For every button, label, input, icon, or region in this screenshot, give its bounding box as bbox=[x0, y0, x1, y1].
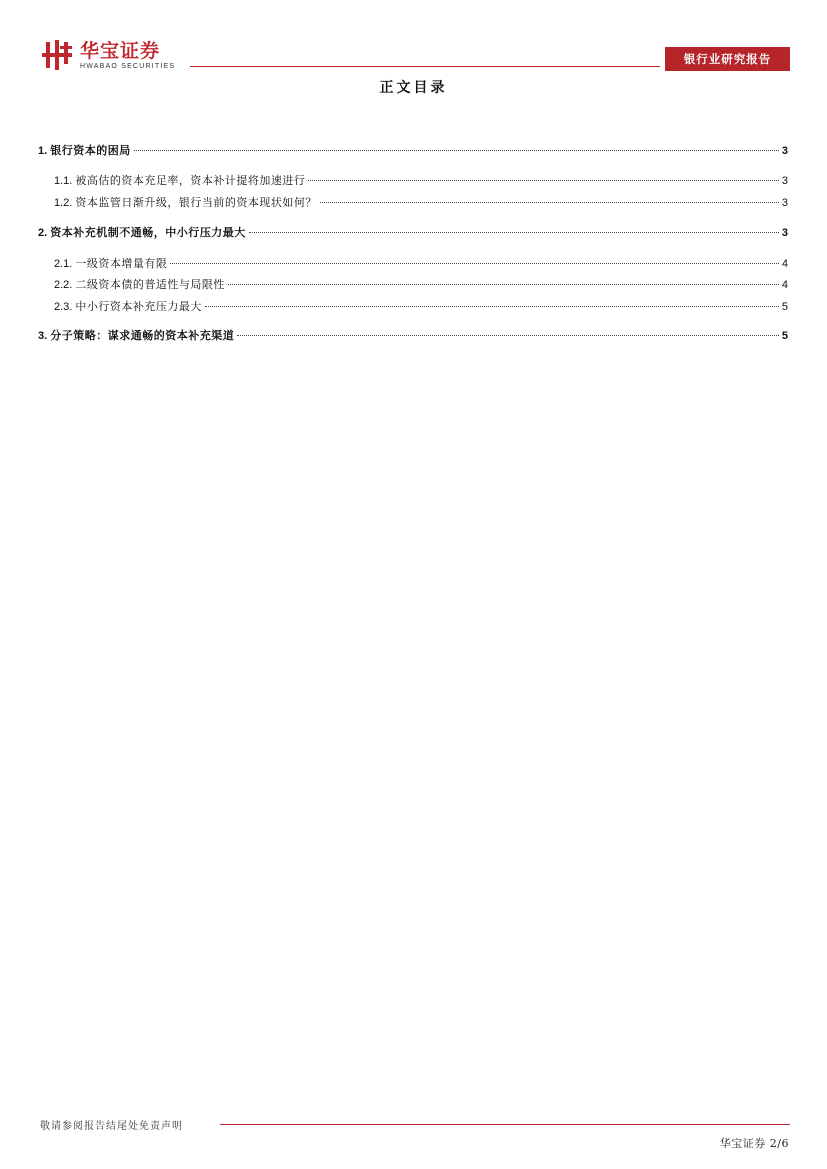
toc-entry-page: 5 bbox=[781, 301, 788, 313]
toc-leader-dots bbox=[228, 284, 779, 285]
toc-entry-label: 资本补充机制不通畅，中小行压力最大 bbox=[50, 226, 246, 239]
toc-entry-number: 2.1. bbox=[54, 258, 76, 270]
toc-entry-label: 银行资本的困局 bbox=[50, 144, 131, 157]
toc-entry-2-3[interactable] bbox=[54, 296, 788, 318]
toc-entry-2[interactable] bbox=[38, 222, 788, 244]
hwabao-logo-icon bbox=[40, 38, 74, 72]
toc-leader-dots bbox=[170, 263, 778, 264]
toc-entry-label: 二级资本债的普适性与局限性 bbox=[75, 278, 225, 291]
footer-divider bbox=[220, 1124, 790, 1125]
toc-entry-page: 3 bbox=[781, 197, 788, 209]
toc-entry-page: 3 bbox=[781, 227, 788, 239]
toc-leader-dots bbox=[320, 202, 779, 203]
toc-entry-1-1[interactable] bbox=[54, 170, 788, 192]
toc-entry-3[interactable] bbox=[38, 325, 788, 347]
brand-name-en: HWABAO SECURITIES bbox=[80, 62, 176, 70]
toc-entry-page: 4 bbox=[781, 258, 788, 270]
toc-entry-number: 2.3. bbox=[54, 301, 76, 313]
toc-entry-page: 5 bbox=[781, 330, 788, 342]
toc-entry-page: 4 bbox=[781, 279, 788, 291]
toc-entry-label: 分子策略：谋求通畅的资本补充渠道 bbox=[50, 329, 235, 342]
toc-entry-number: 1.1. bbox=[54, 175, 76, 187]
toc-entry-label: 资本监管日渐升级，银行当前的资本现状如何？ bbox=[75, 196, 317, 209]
toc-leader-dots bbox=[205, 306, 779, 307]
header-divider bbox=[190, 66, 660, 67]
brand-name-cn: 华宝证券 bbox=[80, 39, 161, 62]
logo bbox=[40, 38, 175, 72]
toc-entry-2-2[interactable] bbox=[54, 274, 788, 296]
toc-entry-number: 3. bbox=[38, 330, 51, 342]
toc-entry-number: 1. bbox=[38, 145, 51, 157]
toc-entry-number: 2.2. bbox=[54, 279, 76, 291]
toc-entry-label: 中小行资本补充压力最大 bbox=[75, 300, 202, 313]
toc-entry-1[interactable] bbox=[38, 140, 788, 162]
report-type-badge: 银行业研究报告 bbox=[665, 47, 790, 71]
toc-entry-2-1[interactable] bbox=[54, 253, 788, 275]
page-number: 华宝证券 2/6 bbox=[719, 1137, 789, 1150]
toc-leader-dots bbox=[134, 150, 779, 151]
toc-entry-number: 1.2. bbox=[54, 197, 76, 209]
toc-entry-1-2[interactable] bbox=[54, 192, 788, 214]
disclaimer-note: 敬请参阅报告结尾处免责声明 bbox=[40, 1121, 183, 1132]
toc-leader-dots bbox=[308, 180, 778, 181]
toc-leader-dots bbox=[249, 232, 779, 233]
toc-title: 正文目录 bbox=[379, 80, 448, 96]
toc-entry-page: 3 bbox=[781, 145, 788, 157]
toc-entry-label: 被高估的资本充足率，资本补计提将加速进行 bbox=[75, 174, 306, 187]
toc-entry-page: 3 bbox=[781, 175, 788, 187]
toc-entry-label: 一级资本增量有限 bbox=[75, 257, 168, 270]
toc-leader-dots bbox=[237, 335, 779, 336]
toc-entry-number: 2. bbox=[38, 227, 51, 239]
